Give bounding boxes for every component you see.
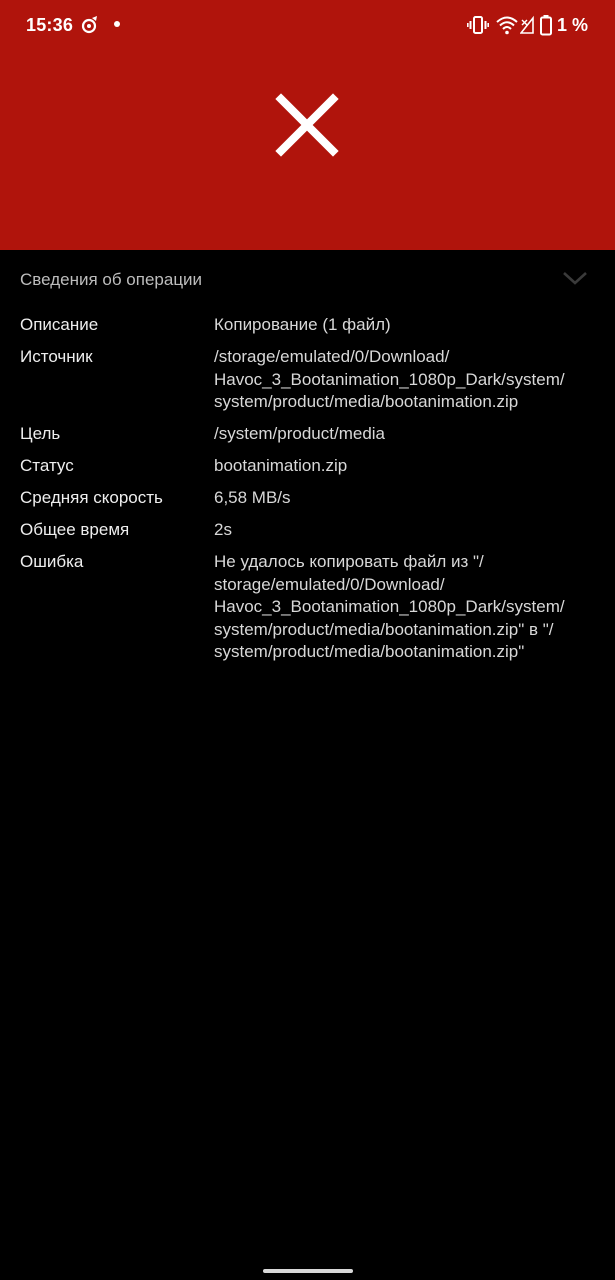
- error-header: [0, 0, 615, 250]
- notification-icon: [81, 15, 99, 35]
- detail-label: Статус: [20, 456, 74, 475]
- navigation-handle[interactable]: [263, 1269, 353, 1273]
- battery-icon: [540, 14, 552, 36]
- detail-row-speed: [0, 487, 615, 510]
- detail-label: Источник: [20, 347, 93, 366]
- detail-value: /storage/emulated/0/Download/ Havoc_3_Bootanimation_1080p_Dark/system/ system/product/media/bootanimation.zip: [214, 347, 565, 411]
- detail-label: Ошибка: [20, 552, 84, 571]
- operation-details-header[interactable]: [0, 252, 615, 308]
- detail-value: 2s: [214, 520, 232, 539]
- detail-label: Средняя скорость: [20, 488, 163, 507]
- detail-value: bootanimation.zip: [214, 456, 348, 475]
- dot-icon: [114, 21, 120, 27]
- status-bar: [0, 0, 615, 50]
- signal-icon: [520, 14, 534, 36]
- status-time: 15:36: [26, 15, 74, 35]
- detail-label: Описание: [20, 315, 99, 334]
- detail-row-error: [0, 551, 615, 664]
- section-title: Сведения об операции: [20, 270, 203, 289]
- detail-value: 6,58 MB/s: [214, 488, 291, 507]
- detail-label: Общее время: [20, 520, 130, 539]
- detail-value: Копирование (1 файл): [214, 315, 391, 334]
- detail-row-status: [0, 455, 615, 478]
- battery-percent: 1 %: [557, 15, 589, 35]
- vibrate-icon: [467, 14, 489, 36]
- chevron-down-icon[interactable]: [562, 270, 588, 286]
- wifi-icon: [495, 14, 519, 36]
- detail-value: /system/product/media: [214, 424, 386, 443]
- detail-value: Не удалось копировать файл из "/ storage/emulated/0/Download/ Havoc_3_Bootanimation_1080p_Dark/system/ system/product/media/bootanimation.zip" в "/ system/product/media/bootanimation.zip": [214, 552, 565, 661]
- detail-row-description: [0, 314, 615, 337]
- detail-label: Цель: [20, 424, 61, 443]
- close-icon: [273, 91, 341, 159]
- detail-row-source: [0, 346, 615, 414]
- details-list: [0, 314, 615, 673]
- detail-row-time: [0, 519, 615, 542]
- detail-row-target: [0, 423, 615, 446]
